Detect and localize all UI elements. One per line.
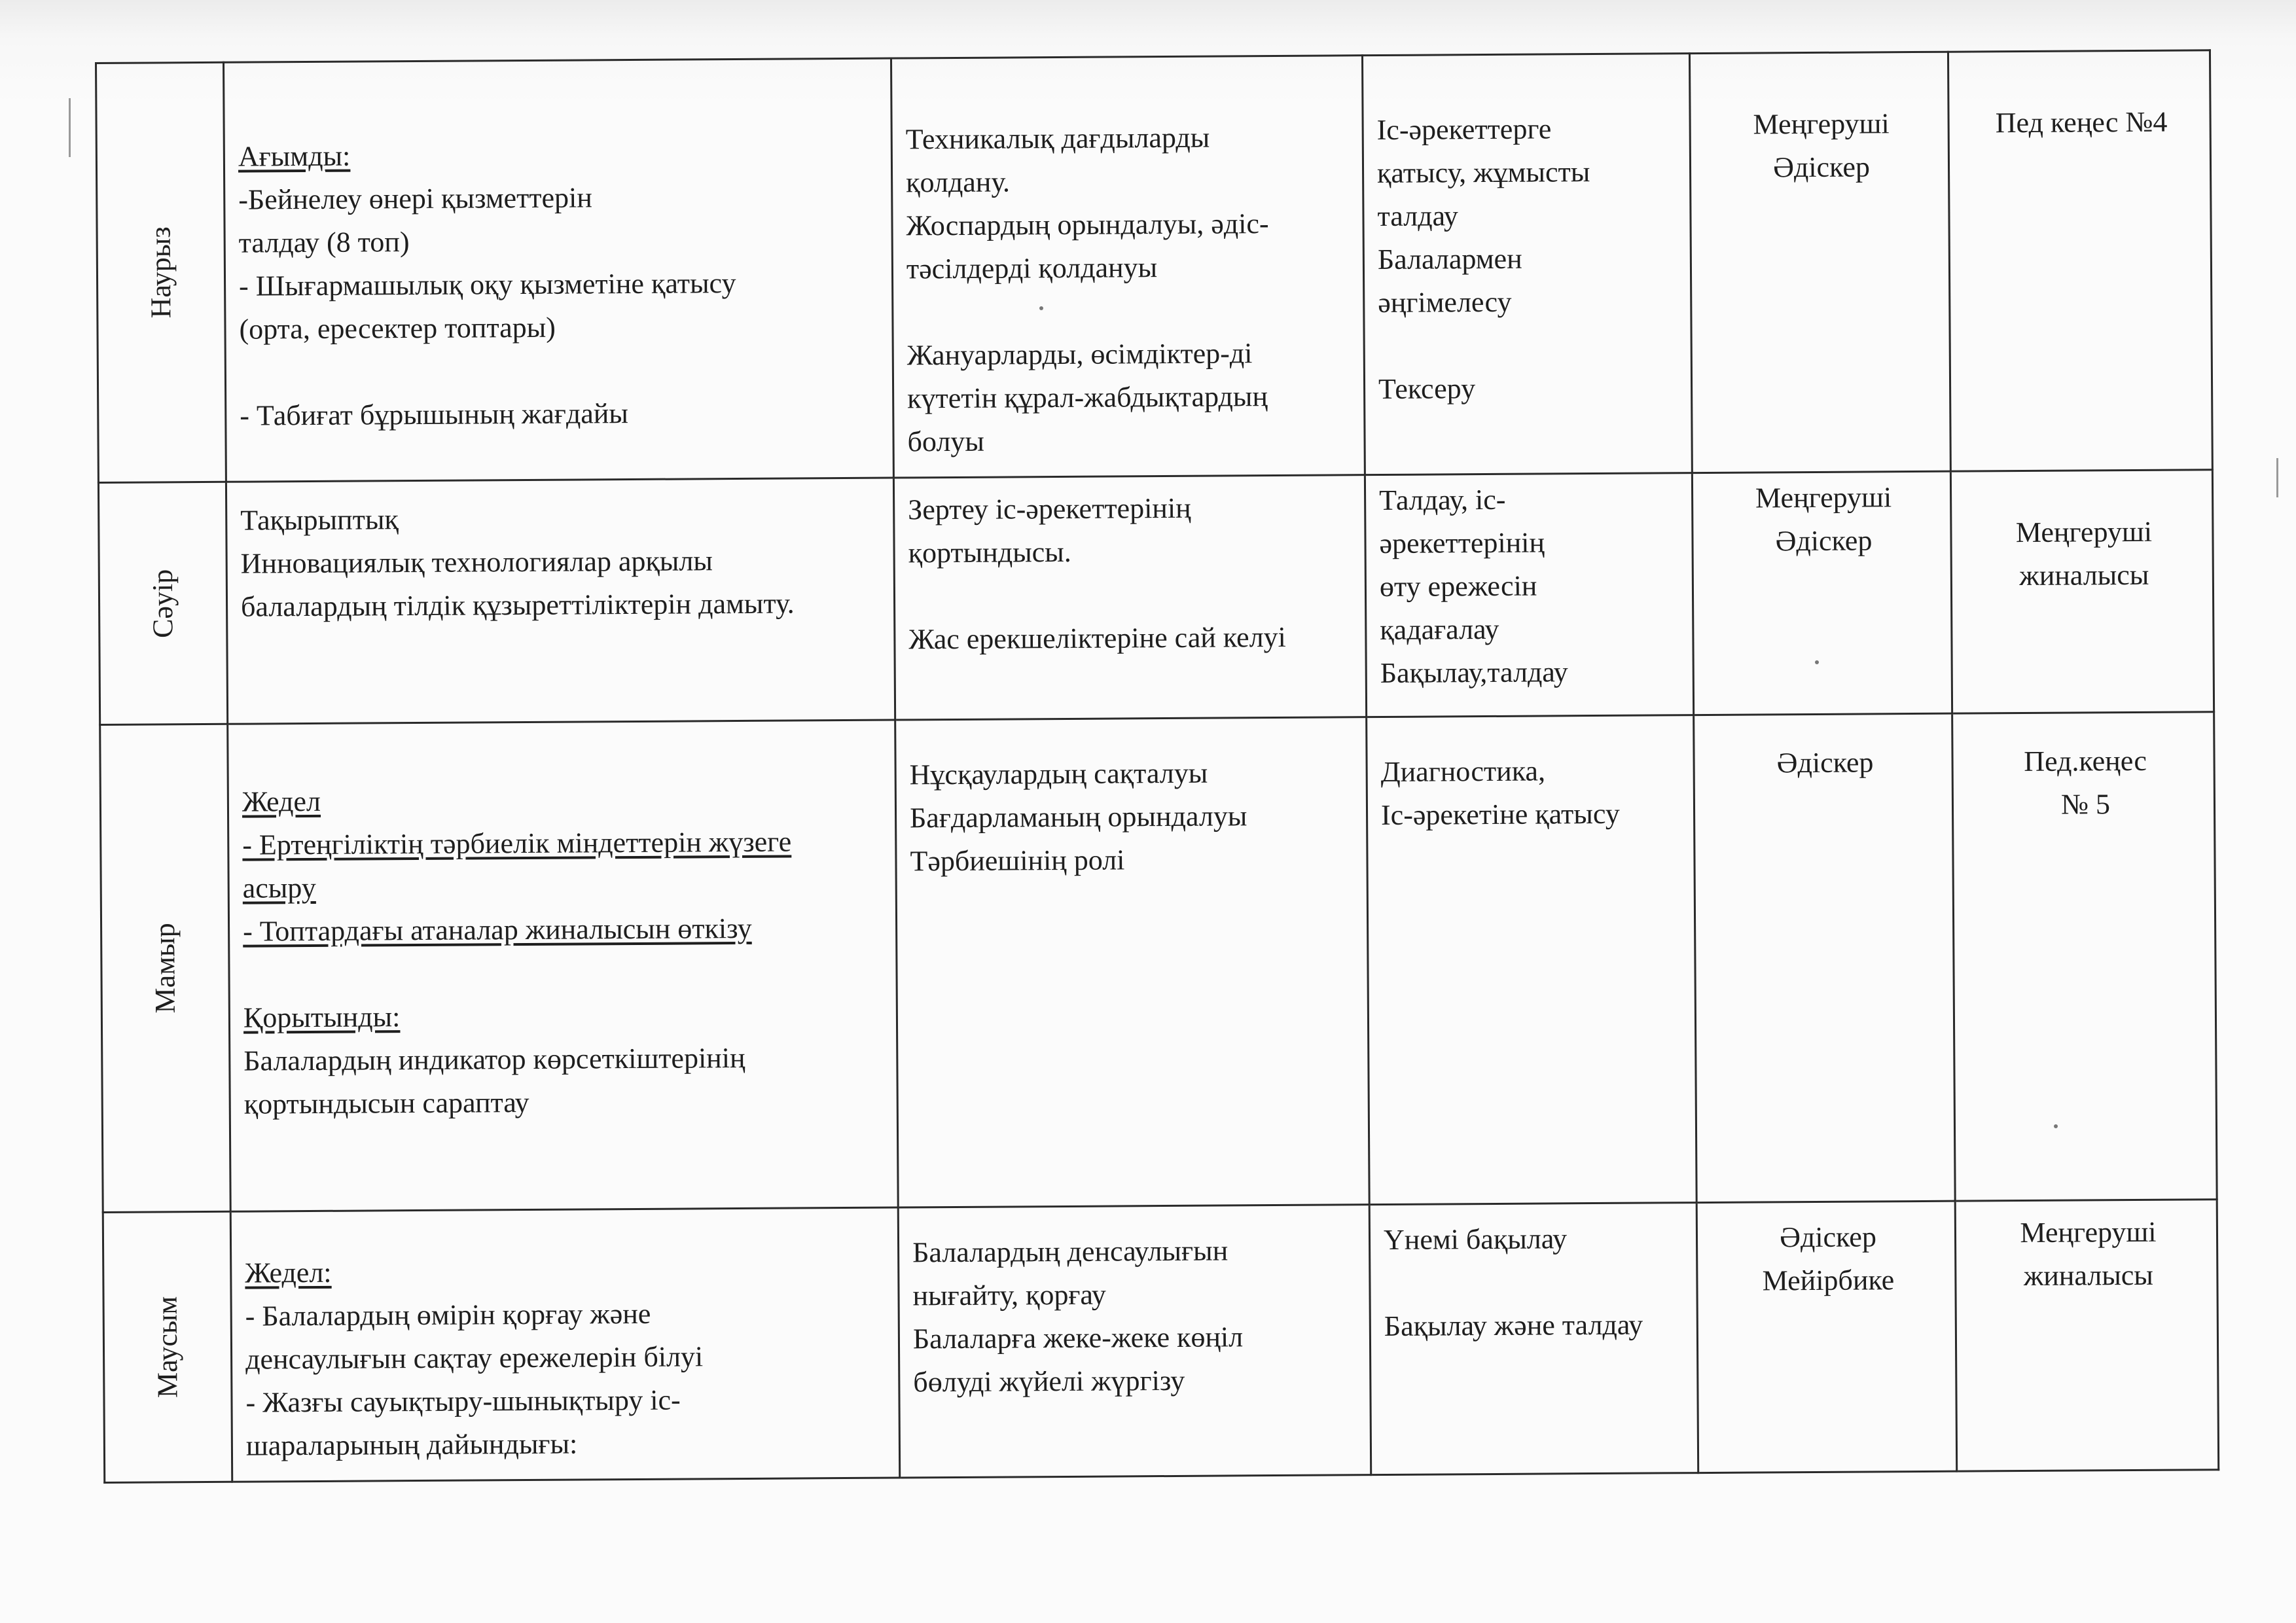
row-mausym (103, 1200, 2218, 1483)
content-line: денсаулығын сақтау ережелерін білуі (245, 1340, 704, 1376)
criteria-line: нығайту, қорғау (912, 1278, 1106, 1312)
method-line: қадағалау (1380, 613, 1499, 647)
method-cell (1367, 715, 1697, 1205)
result-line: Меңгеруші (2015, 515, 2153, 549)
method-cell (1365, 473, 1693, 717)
content-line: - Ертеңгіліктің тәрбиелік міндеттерін жүзеге (242, 825, 792, 861)
criteria-line: қортындысы. (908, 535, 1071, 569)
content-line: - Табиғат бұрышының жағдайы (240, 397, 629, 432)
scan-speck (1815, 660, 1819, 664)
method-line: Бақылау,талдау (1380, 656, 1568, 690)
content-line: - Балалардың өмірін қорғау және (245, 1297, 651, 1332)
content-line: - Шығармашылық оқу қызметіне қатысу (238, 267, 736, 302)
month-cell (100, 724, 231, 1212)
month-cell (103, 1211, 232, 1482)
criteria-line: Нұсқаулардың сақталуы (909, 757, 1208, 791)
result-cell (1948, 50, 2212, 471)
content-line: Тақырыптық (240, 503, 399, 537)
content-line: қортындысын сараптау (243, 1086, 529, 1120)
criteria-line: Жас ерекшеліктеріне сай келуі (908, 620, 1286, 656)
criteria-line: Тәрбиешінің ролі (910, 844, 1125, 878)
criteria-line: тәсілдерді қолдануы (906, 251, 1158, 285)
row-mamyr (100, 712, 2217, 1213)
scan-speck (1039, 306, 1043, 310)
method-line: талдау (1377, 200, 1458, 233)
content-line: Жедел: (245, 1256, 332, 1289)
method-line: Іс-әрекеттерге (1376, 113, 1552, 147)
content-line (243, 950, 886, 997)
content-line: -Бейнелеу өнері қызметтерін (238, 181, 593, 216)
criteria-line (908, 572, 1355, 618)
content-cell (230, 1207, 900, 1482)
responsible-line: Әдіскер (1773, 151, 1871, 184)
criteria-line: күтетін құрал-жабдықтардың (907, 380, 1268, 415)
method-line: Іс-әрекетіне қатысу (1380, 797, 1620, 832)
responsible-line: Мейірбике (1762, 1264, 1895, 1297)
month-cell (96, 62, 226, 482)
criteria-line: Балалардың денсаулығын (912, 1234, 1229, 1269)
month-label: Мамыр (149, 923, 181, 1014)
content-line: Балалардың индикатор көрсеткіштерінің (243, 1041, 745, 1077)
result-cell (1952, 712, 2217, 1201)
criteria-line: Техникалық дағдыларды (905, 121, 1210, 156)
method-line: әрекеттерінің (1379, 526, 1545, 560)
method-line: әңгімелесу (1378, 285, 1512, 319)
responsible-cell (1694, 713, 1956, 1202)
content-line: Жедел (242, 785, 321, 818)
row-sauir (98, 470, 2214, 725)
content-line: балалардың тілдік құзыреттіліктерін дамыту. (240, 587, 795, 623)
scan-speck (2054, 1124, 2058, 1128)
method-line: Бақылау және талдау (1384, 1308, 1643, 1343)
content-line: Инновациялық технологиялар арқылы (240, 544, 713, 580)
method-line: Талдау, іс- (1378, 483, 1506, 517)
content-line: талдау (8 топ) (238, 226, 410, 259)
criteria-line: Бағдарламаның орындалуы (909, 800, 1247, 834)
content-line: - Топтардағы атаналар жиналысын өткізу (242, 912, 752, 948)
responsible-cell (1689, 52, 1950, 473)
content-cell (226, 478, 895, 724)
control-plan-table (95, 49, 2219, 1484)
result-cell (1950, 470, 2214, 713)
method-line (1378, 323, 1681, 368)
responsible-line: Әдіскер (1779, 1221, 1877, 1254)
month-label: Сәуір (146, 569, 179, 638)
criteria-line: болуы (907, 425, 985, 458)
criteria-cell (895, 717, 1370, 1207)
criteria-line: Жануарларды, өсімдіктер-ді (906, 337, 1253, 372)
row-nauryz (96, 50, 2213, 483)
method-line: Балалармен (1377, 242, 1522, 276)
criteria-line: қолдану. (905, 166, 1011, 199)
responsible-line: Меңгеруші (1755, 481, 1892, 514)
criteria-line (906, 288, 1354, 334)
content-cell (224, 58, 894, 482)
method-cell (1369, 1203, 1698, 1475)
result-line: Пед кеңес №4 (1995, 105, 2168, 139)
month-cell (98, 482, 227, 724)
content-line: (орта, ересектер топтары) (239, 311, 556, 346)
criteria-line: Зертеу іс-әрекеттерінің (908, 491, 1191, 526)
responsible-line: Меңгеруші (1753, 107, 1890, 141)
method-line: Тексеру (1378, 372, 1476, 406)
month-label: Наурыз (144, 226, 177, 319)
content-cell (228, 720, 899, 1211)
month-label: Маусым (151, 1296, 184, 1399)
content-line: Қорытынды: (243, 1001, 401, 1034)
criteria-cell (898, 1205, 1371, 1478)
method-line (1384, 1260, 1687, 1305)
result-line: Меңгеруші (2020, 1215, 2157, 1249)
responsible-cell (1692, 471, 1952, 715)
scan-streak (2276, 458, 2278, 497)
content-line: Ағымды: (238, 139, 351, 173)
criteria-line: Жоспардың орындалуы, әдіс- (906, 207, 1269, 242)
criteria-cell (893, 475, 1366, 720)
method-line: өту ережесін (1379, 569, 1537, 603)
content-line: асыру (242, 871, 316, 904)
content-line: шараларының дайындығы: (245, 1427, 578, 1462)
result-line: жиналысы (2019, 558, 2149, 592)
method-line: Үнемі бақылау (1383, 1222, 1568, 1257)
responsible-cell (1696, 1201, 1957, 1472)
content-line: - Жазғы сауықтыру-шынықтыру іс- (245, 1383, 681, 1419)
result-cell (1955, 1200, 2219, 1471)
result-line: Пед.кеңес (2024, 744, 2147, 778)
result-line: № 5 (2060, 788, 2111, 821)
responsible-line: Әдіскер (1775, 524, 1873, 558)
criteria-line: Балаларға жеке-жеке көңіл (912, 1321, 1244, 1355)
scan-streak (69, 98, 71, 157)
method-line: Диагностика, (1380, 755, 1546, 789)
content-line (240, 348, 883, 395)
method-line: қатысу, жұмысты (1376, 156, 1590, 190)
method-cell (1362, 54, 1692, 475)
criteria-line: бөлуді жүйелі жүргізу (913, 1364, 1185, 1399)
criteria-cell (891, 56, 1365, 478)
result-line: жиналысы (2023, 1258, 2154, 1293)
responsible-line: Әдіскер (1776, 746, 1874, 779)
